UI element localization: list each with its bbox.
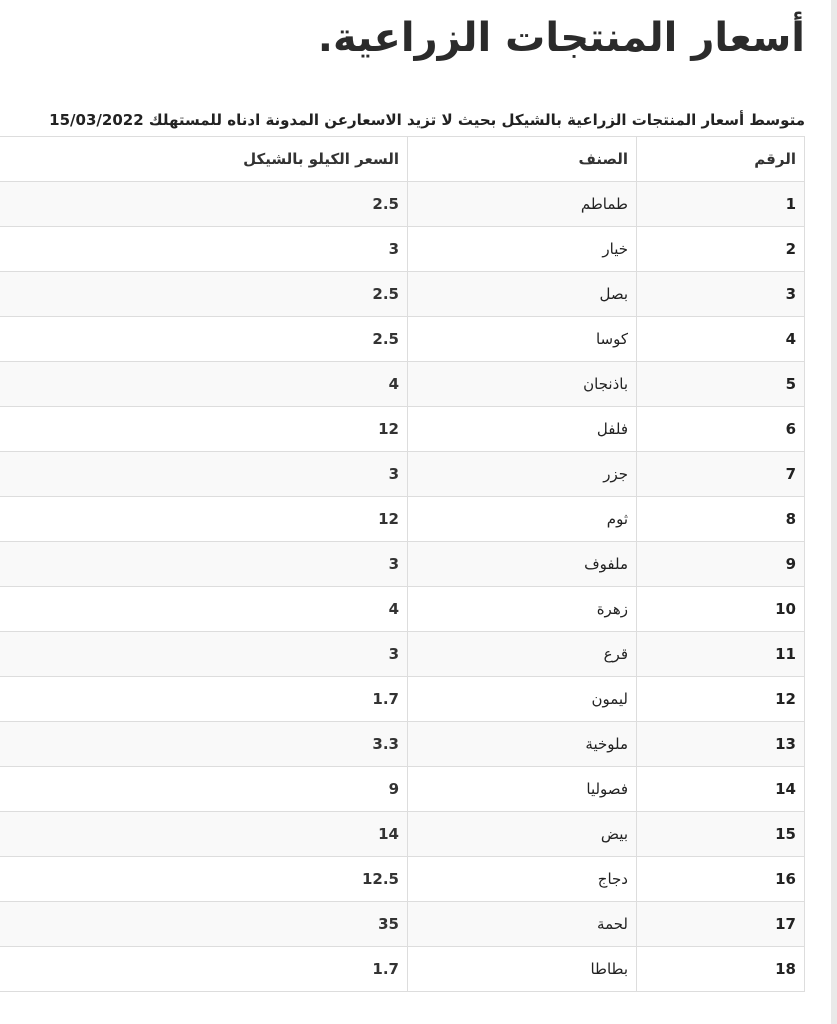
table-row	[0, 677, 805, 722]
table-row	[0, 632, 805, 677]
table-row	[0, 497, 805, 542]
table-row	[0, 902, 805, 947]
row-item: دجاج	[408, 857, 637, 902]
row-number: 17	[637, 902, 805, 947]
row-number: 11	[637, 632, 805, 677]
row-number: 1	[637, 182, 805, 227]
table-row	[0, 947, 805, 992]
table-row	[0, 407, 805, 452]
scrollbar-track[interactable]	[831, 0, 837, 1024]
row-price: 4	[0, 587, 408, 632]
row-item: ليمون	[408, 677, 637, 722]
row-price: 4	[0, 362, 408, 407]
row-number: 16	[637, 857, 805, 902]
row-item: قرع	[408, 632, 637, 677]
row-item: فصوليا	[408, 767, 637, 812]
row-item: ملوخية	[408, 722, 637, 767]
row-number: 9	[637, 542, 805, 587]
prices-table	[0, 136, 805, 992]
header-number: الرقم	[637, 137, 805, 182]
table-row	[0, 227, 805, 272]
row-price: 14	[0, 812, 408, 857]
row-price: 12	[0, 497, 408, 542]
table-body	[0, 182, 805, 992]
row-number: 5	[637, 362, 805, 407]
row-number: 6	[637, 407, 805, 452]
row-price: 3	[0, 542, 408, 587]
row-number: 3	[637, 272, 805, 317]
row-item: كوسا	[408, 317, 637, 362]
row-item: ملفوف	[408, 542, 637, 587]
row-item: بطاطا	[408, 947, 637, 992]
row-item: باذنجان	[408, 362, 637, 407]
row-price: 1.7	[0, 677, 408, 722]
table-row	[0, 452, 805, 497]
row-number: 10	[637, 587, 805, 632]
header-price: السعر الكيلو بالشيكل	[0, 137, 408, 182]
row-number: 7	[637, 452, 805, 497]
row-item: ثوم	[408, 497, 637, 542]
row-number: 18	[637, 947, 805, 992]
row-item: بصل	[408, 272, 637, 317]
row-price: 2.5	[0, 317, 408, 362]
row-price: 3	[0, 227, 408, 272]
row-number: 12	[637, 677, 805, 722]
row-price: 3.3	[0, 722, 408, 767]
row-price: 3	[0, 452, 408, 497]
header-item: الصنف	[408, 137, 637, 182]
table-row	[0, 542, 805, 587]
table-row	[0, 722, 805, 767]
table-header-row	[0, 137, 805, 182]
row-item: بيض	[408, 812, 637, 857]
page-subtitle: متوسط أسعار المنتجات الزراعية بالشيكل بحيث لا تزيد الاسعارعن المدونة ادناه للمستهلك 15/03/2022	[49, 111, 805, 129]
table-row	[0, 272, 805, 317]
row-price: 12	[0, 407, 408, 452]
row-item: فلفل	[408, 407, 637, 452]
table-row	[0, 767, 805, 812]
row-number: 4	[637, 317, 805, 362]
row-item: لحمة	[408, 902, 637, 947]
row-price: 35	[0, 902, 408, 947]
table-row	[0, 857, 805, 902]
row-item: جزر	[408, 452, 637, 497]
table-row	[0, 317, 805, 362]
row-price: 2.5	[0, 272, 408, 317]
row-item: خيار	[408, 227, 637, 272]
table-row	[0, 362, 805, 407]
row-price: 9	[0, 767, 408, 812]
page-title: أسعار المنتجات الزراعية.	[317, 15, 805, 61]
row-number: 14	[637, 767, 805, 812]
row-item: زهرة	[408, 587, 637, 632]
row-price: 3	[0, 632, 408, 677]
row-number: 15	[637, 812, 805, 857]
row-item: طماطم	[408, 182, 637, 227]
row-number: 8	[637, 497, 805, 542]
table-row	[0, 812, 805, 857]
row-price: 2.5	[0, 182, 408, 227]
row-number: 13	[637, 722, 805, 767]
row-price: 1.7	[0, 947, 408, 992]
table-row	[0, 587, 805, 632]
row-price: 12.5	[0, 857, 408, 902]
row-number: 2	[637, 227, 805, 272]
table-row	[0, 182, 805, 227]
